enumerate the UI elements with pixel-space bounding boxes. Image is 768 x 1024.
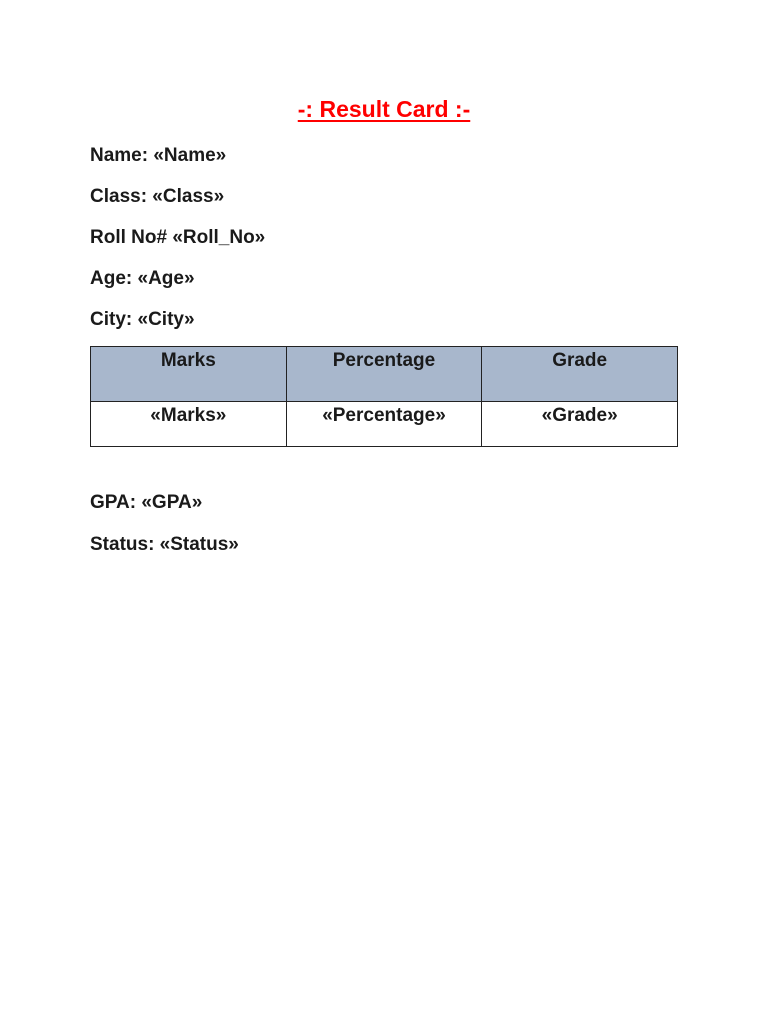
age-field: Age: «Age» — [90, 268, 195, 289]
cell-grade: «Grade» — [482, 402, 678, 447]
cell-percentage: «Percentage» — [286, 402, 482, 447]
cell-marks: «Marks» — [91, 402, 287, 447]
table-header-row — [91, 347, 678, 402]
status-field: Status: «Status» — [90, 534, 239, 555]
results-table — [90, 346, 678, 447]
city-field: City: «City» — [90, 309, 195, 330]
gpa-field: GPA: «GPA» — [90, 492, 203, 513]
header-marks: Marks — [91, 347, 287, 402]
table-row — [91, 402, 678, 447]
header-percentage: Percentage — [286, 347, 482, 402]
header-grade: Grade — [482, 347, 678, 402]
name-field: Name: «Name» — [90, 145, 227, 166]
class-field: Class: «Class» — [90, 186, 225, 207]
page-title: -: Result Card :- — [297, 96, 471, 122]
roll-no-field: Roll No# «Roll_No» — [90, 227, 266, 248]
